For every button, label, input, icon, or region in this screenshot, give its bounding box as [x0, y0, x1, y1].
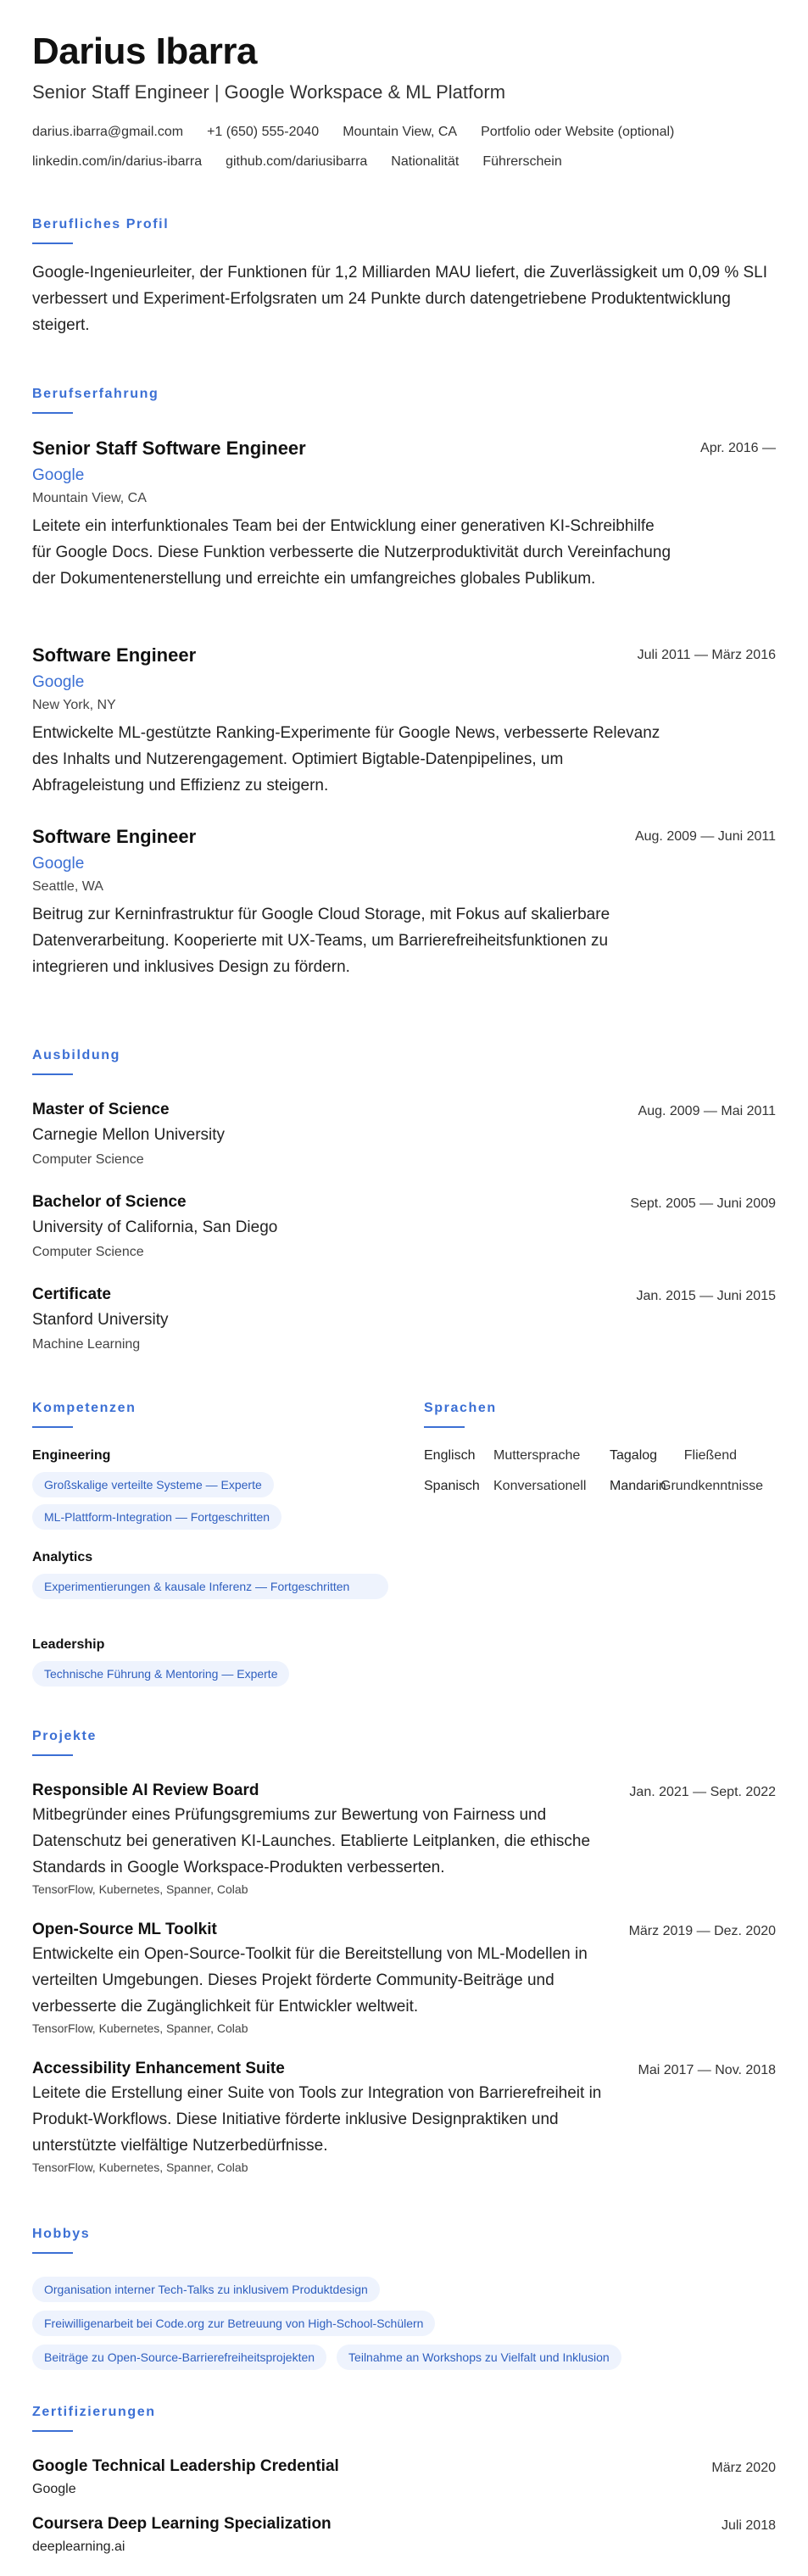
skill-chip: ML-Plattform-Integration — Fortgeschritten [32, 1504, 281, 1530]
certification-issuer: Google [32, 2482, 76, 2496]
certification-date: Juli 2018 [721, 2518, 776, 2533]
section-title-projects: Projekte [32, 1729, 97, 1743]
section-title-education: Ausbildung [32, 1048, 120, 1062]
language-row [424, 1448, 788, 1465]
job-dates: Juli 2011 — März 2016 [637, 648, 776, 662]
education-field: Machine Learning [32, 1337, 141, 1352]
contact-nationality: Nationalität [391, 154, 460, 169]
education-entry [32, 1285, 776, 1352]
job-location: New York, NY [32, 698, 116, 712]
contact-location: Mountain View, CA [343, 125, 458, 139]
contact-github[interactable]: github.com/dariusibarra [226, 154, 368, 169]
education-dates: Sept. 2005 — Juni 2009 [630, 1196, 776, 1211]
contact-email[interactable]: darius.ibarra@gmail.com [32, 125, 184, 139]
candidate-name: Darius Ibarra [32, 31, 257, 72]
section-title-skills: Kompetenzen [32, 1401, 137, 1415]
project-dates: März 2019 — Dez. 2020 [628, 1924, 776, 1938]
experience-entry [32, 644, 776, 799]
education-degree: Certificate [32, 1285, 111, 1303]
skill-chip: Großskalige verteilte Systeme — Experte [32, 1472, 274, 1497]
experience-entry [32, 826, 776, 980]
project-entry [32, 2060, 776, 2174]
skill-group-title: Engineering [32, 1448, 111, 1463]
job-location: Seattle, WA [32, 879, 103, 894]
hobby-chip: Organisation interner Tech-Talks zu inklusivem Produktdesign [32, 2277, 380, 2302]
education-school: University of California, San Diego [32, 1218, 278, 1236]
language-level: Muttersprache [493, 1448, 581, 1463]
project-description: Entwickelte ein Open-Source-Toolkit für die Bereitstellung von ML-Modellen in verteilten Umgebungen. Dieses Projekt förderte Community-Beiträge und verbesserte die Zugänglichkeit für Entwickler weltweit. [32, 1945, 588, 2016]
job-description: Leitete ein interfunktionales Team bei der Entwicklung einer generativen KI-Schreibhilfe für Google Docs. Diese Funktion verbesserte die Nutzerproduktivität durch Vereinfachung der Dokumentenerstellung und erreichte ein umfangreiches globales Publikum. [32, 517, 671, 588]
education-degree: Bachelor of Science [32, 1193, 187, 1211]
education-dates: Jan. 2015 — Juni 2015 [636, 1289, 776, 1303]
section-title-profile: Berufliches Profil [32, 217, 170, 231]
skill-group [32, 1448, 388, 1530]
education-school: Stanford University [32, 1311, 169, 1329]
certification-title: Coursera Deep Learning Specialization [32, 2515, 332, 2533]
hobby-chip: Beiträge zu Open-Source-Barrierefreiheitsprojekten [32, 2345, 326, 2370]
language-name: Englisch [424, 1448, 476, 1463]
education-dates: Aug. 2009 — Mai 2011 [638, 1104, 776, 1118]
certification-title: Google Technical Leadership Credential [32, 2457, 339, 2475]
contact-portfolio[interactable]: Portfolio oder Website (optional) [481, 125, 675, 139]
project-dates: Mai 2017 — Nov. 2018 [638, 2063, 776, 2077]
job-title: Senior Staff Software Engineer [32, 438, 306, 459]
language-level: Konversationell [493, 1479, 587, 1493]
project-tech: TensorFlow, Kubernetes, Spanner, Colab [32, 1882, 248, 1896]
language-name: Tagalog [610, 1448, 658, 1463]
contact-phone[interactable]: +1 (650) 555-2040 [207, 125, 320, 139]
education-entry [32, 1101, 776, 1168]
language-row [424, 1479, 788, 1496]
section-title-hobbies: Hobbys [32, 2227, 91, 2241]
job-company: Google [32, 673, 85, 691]
profile-summary: Google-Ingenieurleiter, der Funktionen für 1,2 Milliarden MAU liefert, die Zuverlässigkeit um 0,09 % SLI verbessert und Experiment-Erfolgsraten um 24 Punkte durch datengetriebene Produktentwicklung steigert. [32, 264, 768, 334]
education-degree: Master of Science [32, 1101, 170, 1118]
job-company: Google [32, 855, 85, 873]
certification-entry [32, 2457, 776, 2497]
job-title: Software Engineer [32, 826, 197, 847]
job-dates: Aug. 2009 — Juni 2011 [634, 829, 776, 844]
hobby-chip: Freiwilligenarbeit bei Code.org zur Betreuung von High-School-Schülern [32, 2311, 435, 2336]
education-field: Computer Science [32, 1245, 144, 1259]
education-field: Computer Science [32, 1152, 144, 1167]
skill-group-title: Analytics [32, 1550, 93, 1564]
section-title-certifications: Zertifizierungen [32, 2405, 156, 2419]
certification-entry [32, 2515, 776, 2555]
hobby-chip: Teilnahme an Workshops zu Vielfalt und Inklusion [337, 2345, 621, 2370]
project-dates: Jan. 2021 — Sept. 2022 [629, 1785, 776, 1799]
project-description: Mitbegründer eines Prüfungsgremiums zur Bewertung von Fairness und Datenschutz bei generativen KI-Launches. Etablierte Leitplanken, die ethische Standards in Google Workspace-Produkten verbesserten. [32, 1806, 591, 1876]
project-description: Leitete die Erstellung einer Suite von Tools zur Integration von Barrierefreiheit in Produkt-Workflows. Diese Initiative förderte inklusive Designpraktiken und unterstützte vielfältige Nutzerbedürfnisse. [32, 2084, 602, 2155]
contact-info [32, 124, 778, 170]
language-name: Mandarin [610, 1479, 666, 1493]
certification-issuer: deeplearning.ai [32, 2540, 125, 2554]
job-description: Beitrug zur Kerninfrastruktur für Google Cloud Storage, mit Fokus auf skalierbare Datenverarbeitung. Kooperierte mit UX-Teams, um Barrierefreiheitsfunktionen zu integrieren und inklusives Design zu fördern. [32, 906, 610, 976]
project-title: Open-Source ML Toolkit [32, 1921, 217, 1938]
project-title: Accessibility Enhancement Suite [32, 2060, 285, 2077]
contact-license: Führerschein [482, 154, 562, 169]
language-level: Grundkenntnisse [660, 1479, 763, 1493]
job-description: Entwickelte ML-gestützte Ranking-Experimente für Google News, verbesserte Relevanz des Inhalts und Nutzerengagement. Optimiert Bigtable-Datenpipelines, um Abfrageleistung und Effizienz zu steigern. [32, 724, 660, 795]
section-title-experience: Berufserfahrung [32, 387, 159, 401]
hobby-list [32, 2277, 761, 2370]
skill-group [32, 1550, 388, 1599]
job-dates: Apr. 2016 — [700, 441, 776, 455]
candidate-headline: Senior Staff Engineer | Google Workspace & ML Platform [32, 81, 506, 103]
experience-entry [32, 438, 776, 592]
language-level: Fließend [683, 1448, 737, 1463]
contact-linkedin[interactable]: linkedin.com/in/darius-ibarra [32, 154, 203, 169]
education-school: Carnegie Mellon University [32, 1126, 226, 1144]
skill-chip: Experimentierungen & kausale Inferenz — Fortgeschritten [32, 1574, 388, 1599]
project-tech: TensorFlow, Kubernetes, Spanner, Colab [32, 2021, 248, 2035]
project-entry [32, 1781, 776, 1896]
job-company: Google [32, 466, 85, 484]
project-title: Responsible AI Review Board [32, 1781, 259, 1799]
project-entry [32, 1921, 776, 2035]
section-title-languages: Sprachen [424, 1401, 497, 1415]
skill-group [32, 1637, 388, 1687]
job-title: Software Engineer [32, 644, 197, 666]
language-name: Spanisch [424, 1479, 480, 1493]
skill-group-title: Leadership [32, 1637, 105, 1652]
job-location: Mountain View, CA [32, 491, 147, 505]
language-list [424, 1448, 788, 1496]
education-entry [32, 1193, 776, 1260]
certification-date: März 2020 [711, 2461, 776, 2475]
project-tech: TensorFlow, Kubernetes, Spanner, Colab [32, 2161, 248, 2174]
skill-chip: Technische Führung & Mentoring — Experte [32, 1661, 289, 1687]
